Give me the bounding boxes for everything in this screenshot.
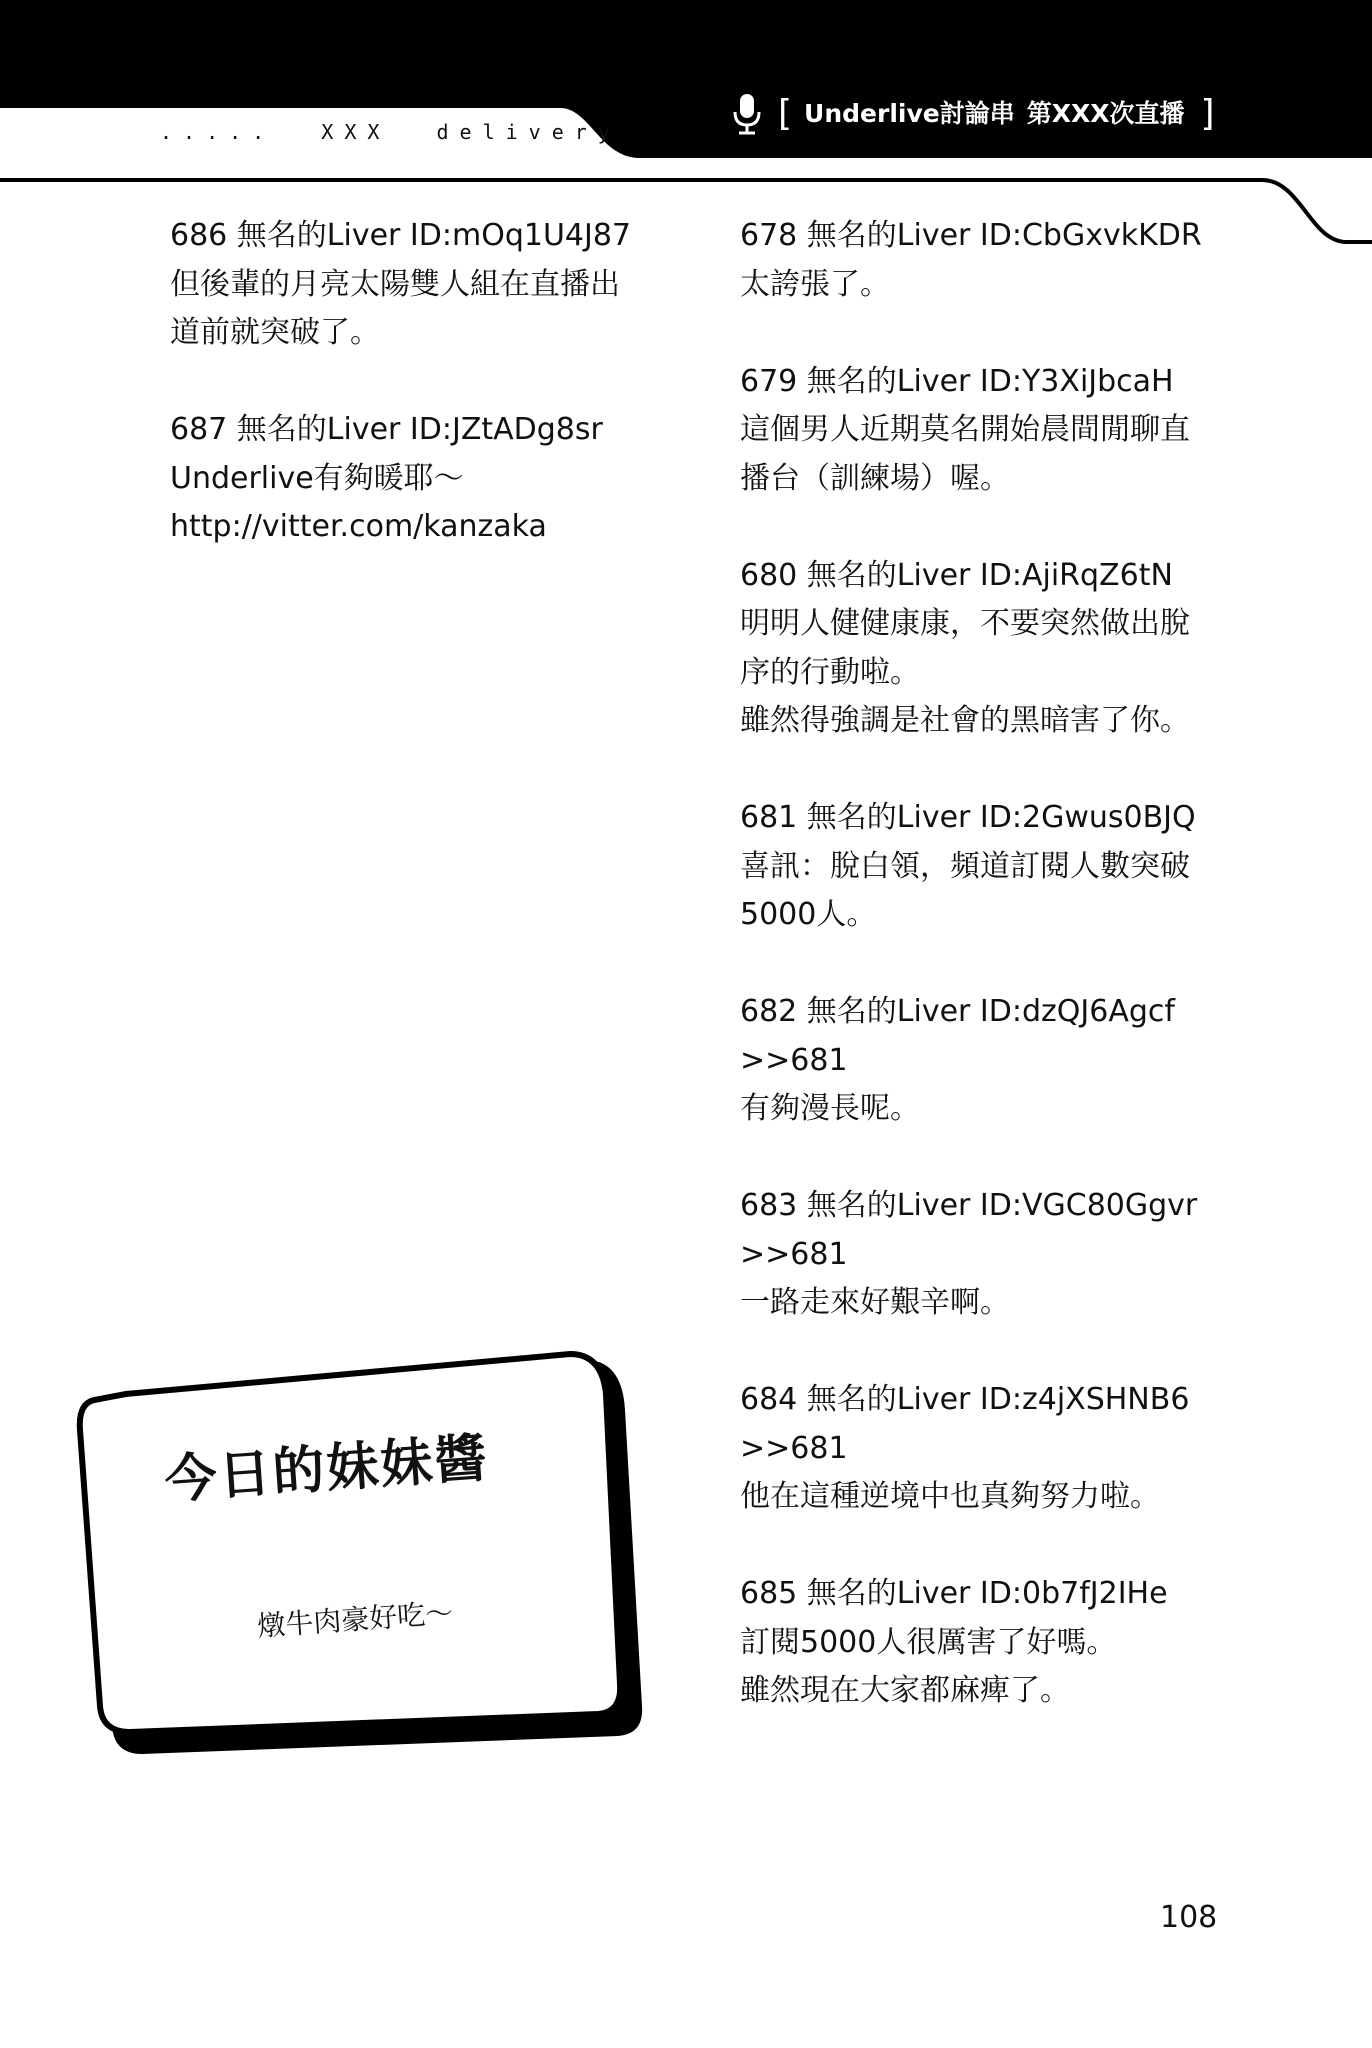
post-line: 但後輩的月亮太陽雙人組在直播出: [170, 266, 620, 302]
reply-anchor[interactable]: >>681: [740, 1236, 848, 1272]
post-header: 683 無名的Liver ID:VGC80Ggvr: [740, 1188, 1198, 1223]
post: [170, 406, 660, 552]
post-line: 太誇張了。: [740, 266, 890, 302]
post-header: 679 無名的Liver ID:Y3XiJbcaH: [740, 363, 1174, 399]
post-line: 雖然得強調是社會的黑暗害了你。: [740, 703, 1190, 738]
page-number: 108: [1160, 1900, 1218, 1935]
post-line: 道前就突破了。: [170, 315, 380, 350]
reply-anchor[interactable]: >>681: [740, 1042, 848, 1078]
post: [740, 358, 1240, 504]
post-header: 680 無名的Liver ID:AjiRqZ6tN: [740, 557, 1173, 593]
post: [170, 212, 660, 358]
post-header: 684 無名的Liver ID:z4jXSHNB6: [740, 1382, 1190, 1417]
post-line: 訂閱5000人很厲害了好嗎。: [740, 1624, 1117, 1660]
post-line: 喜訊：脫白領，頻道訂閱人數突破: [740, 848, 1190, 884]
post: [740, 1570, 1240, 1716]
post-line: 有夠漫長呢。: [740, 1091, 920, 1126]
post-line: 這個男人近期莫名開始晨間閒聊直: [740, 412, 1190, 447]
post: [740, 552, 1240, 746]
left-column: [170, 212, 660, 600]
episode-label: 第XXX次直播: [1026, 99, 1185, 128]
running-head: ..... XXX delivery: [160, 120, 621, 144]
thread-header: [730, 92, 1215, 136]
thread-title: Underlive討論串: [804, 99, 1015, 128]
post-line: 播台（訓練場）喔。: [740, 460, 1010, 496]
bracket-close: ]: [1200, 93, 1215, 134]
reply-anchor[interactable]: >>681: [740, 1430, 848, 1466]
microphone-icon: [730, 92, 764, 136]
post-line: 序的行動啦。: [740, 654, 920, 690]
post: [740, 1182, 1240, 1328]
post: [740, 1376, 1240, 1522]
post: [740, 212, 1240, 309]
post: [740, 794, 1240, 940]
post-line: 雖然現在大家都麻痺了。: [740, 1673, 1070, 1708]
post: [740, 988, 1240, 1134]
post-header: 678 無名的Liver ID:CbGxvkKDR: [740, 218, 1202, 253]
post-line: 5000人。: [740, 897, 877, 932]
post-header: 687 無名的Liver ID:JZtADg8sr: [170, 412, 603, 447]
sticky-note-frame: [70, 1350, 660, 1800]
post-line: 明明人健健康康，不要突然做出脫: [740, 606, 1190, 641]
post-line: Underlive有夠暖耶～: [170, 460, 464, 496]
post-header: 681 無名的Liver ID:2Gwus0BJQ: [740, 800, 1196, 835]
post-line: 他在這種逆境中也真夠努力啦。: [740, 1479, 1160, 1514]
sticky-note-title: 今日的妹妹醬: [162, 1428, 491, 1511]
right-column: [740, 212, 1240, 1764]
post-link[interactable]: http://vitter.com/kanzaka: [170, 509, 547, 544]
post-header: 682 無名的Liver ID:dzQJ6Agcf: [740, 994, 1175, 1029]
post-line: 一路走來好艱辛啊。: [740, 1285, 1010, 1320]
sticky-note-body: 燉牛肉豪好吃～: [256, 1596, 455, 1643]
post-header: 685 無名的Liver ID:0b7fJ2IHe: [740, 1576, 1168, 1611]
bracket-open: [: [778, 93, 793, 134]
post-header: 686 無名的Liver ID:mOq1U4J87: [170, 218, 632, 253]
sticky-note: [70, 1350, 660, 1800]
